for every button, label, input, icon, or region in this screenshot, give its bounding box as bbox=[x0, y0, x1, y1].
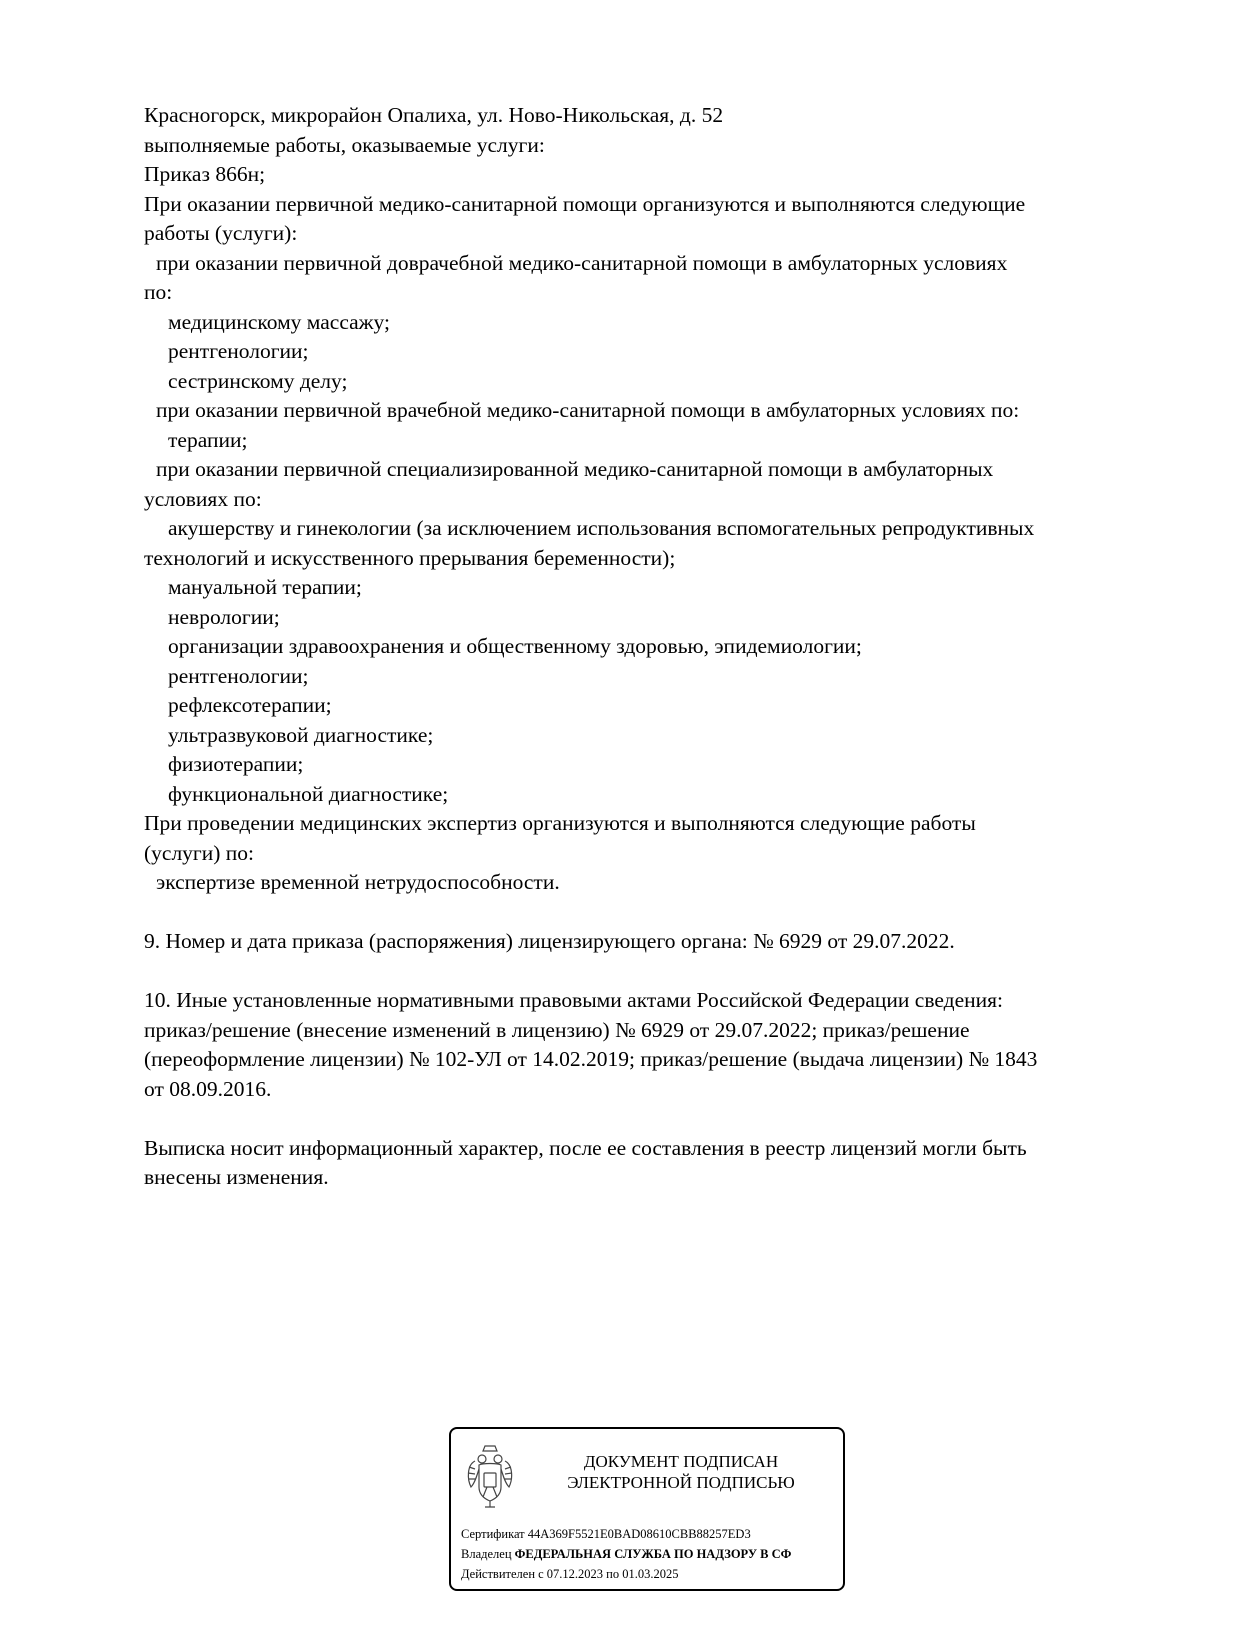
service-item: сестринскому делу; bbox=[168, 368, 348, 393]
text-line: при оказании первичной специализированной медико-санитарной помощи в амбулаторных bbox=[156, 457, 994, 481]
service-item: терапии; bbox=[168, 427, 248, 452]
text-line: при оказании первичной врачебной медико-санитарной помощи в амбулаторных условиях по: bbox=[156, 398, 1020, 422]
text-line: (услуги) по: bbox=[144, 840, 255, 865]
owner-value: ФЕДЕРАЛЬНАЯ СЛУЖБА ПО НАДЗОРУ В СФ bbox=[514, 1547, 792, 1561]
owner-line bbox=[461, 1547, 791, 1562]
service-item: физиотерапии; bbox=[168, 752, 304, 776]
address-line: Красногорск, микрорайон Опалиха, ул. Ново-Никольская, д. 52 bbox=[144, 103, 724, 127]
text-line: при оказании первичной доврачебной медико-санитарной помощи в амбулаторных условиях bbox=[156, 250, 1008, 275]
service-item: экспертизе временной нетрудоспособности. bbox=[156, 870, 560, 894]
text-line: При оказании первичной медико-санитарной помощи организуются и выполняются следующие bbox=[144, 191, 1026, 216]
text-line: по: bbox=[144, 280, 173, 304]
paragraph-spacer bbox=[144, 1104, 1164, 1134]
validity-line: Действителен с 07.12.2023 по 01.03.2025 bbox=[461, 1567, 679, 1581]
text-line: технологий и искусственного прерывания беременности); bbox=[144, 545, 676, 570]
service-item: рентгенологии; bbox=[168, 339, 309, 363]
text-line: от 08.09.2016. bbox=[144, 1076, 272, 1101]
service-item: мануальной терапии; bbox=[168, 575, 362, 599]
service-item: неврологии; bbox=[168, 604, 280, 629]
service-item: функциональной диагностике; bbox=[168, 781, 449, 806]
text-line: условиях по: bbox=[144, 486, 262, 511]
text-line: (переоформление лицензии) № 102-УЛ от 14.02.2019; приказ/решение (выдача лицензии) № 1843 bbox=[144, 1047, 1038, 1071]
paragraph-spacer bbox=[144, 898, 1164, 928]
disclaimer-line: Выписка носит информационный характер, после ее составления в реестр лицензий могли быть bbox=[144, 1135, 1027, 1160]
text-line: При проведении медицинских экспертиз организуются и выполняются следующие работы bbox=[144, 811, 976, 835]
service-item: медицинскому массажу; bbox=[168, 309, 390, 334]
text-line: 10. Иные установленные нормативными правовыми актами Российской Федерации сведения: bbox=[144, 988, 1003, 1012]
paragraph-spacer bbox=[144, 957, 1164, 987]
service-item: акушерству и гинекологии (за исключением использования вспомогательных репродуктивных bbox=[168, 516, 1035, 540]
text-line: работы (услуги): bbox=[144, 221, 298, 245]
service-item: ультразвуковой диагностике; bbox=[168, 722, 434, 747]
disclaimer-line: внесены изменения. bbox=[144, 1165, 329, 1189]
text-line: приказ/решение (внесение изменений в лицензию) № 6929 от 29.07.2022; приказ/решение bbox=[144, 1017, 970, 1042]
text-line: Приказ 866н; bbox=[144, 162, 266, 186]
russian-coat-of-arms-icon bbox=[465, 1443, 515, 1511]
owner-label: Владелец bbox=[461, 1547, 515, 1561]
stamp-title: ДОКУМЕНТ ПОДПИСАН ЭЛЕКТРОННОЙ ПОДПИСЬЮ bbox=[567, 1452, 795, 1492]
order-number-line: 9. Номер и дата приказа (распоряжения) лицензирующего органа: № 6929 от 29.07.2022. bbox=[144, 929, 955, 953]
certificate-line: Сертификат 44A369F5521E0BAD08610CBB88257ED3 bbox=[461, 1527, 751, 1541]
text-line: выполняемые работы, оказываемые услуги: bbox=[144, 132, 545, 157]
document-body bbox=[144, 101, 1164, 1193]
service-item: рефлексотерапии; bbox=[168, 693, 332, 717]
service-item: организации здравоохранения и общественному здоровью, эпидемиологии; bbox=[168, 634, 862, 658]
service-item: рентгенологии; bbox=[168, 663, 309, 688]
electronic-signature-stamp bbox=[449, 1427, 845, 1591]
